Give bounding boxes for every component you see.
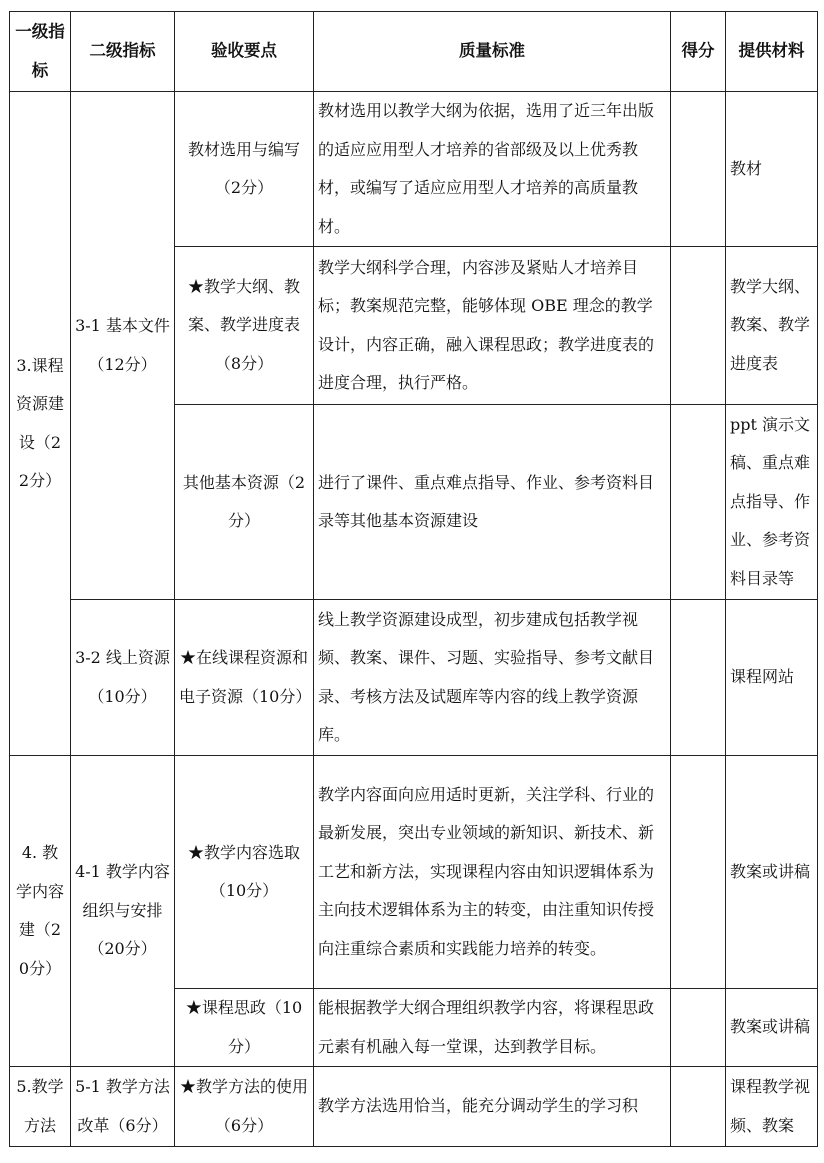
point-cell: ★教学大纲、教案、教学进度表（8分） bbox=[175, 247, 314, 405]
material-cell: 课程教学视频、教案 bbox=[726, 1067, 818, 1147]
level2-cell: 3-1 基本文件（12分） bbox=[71, 92, 175, 600]
material-cell: 教学大纲、教案、教学进度表 bbox=[726, 247, 818, 405]
header-material: 提供材料 bbox=[726, 12, 818, 92]
header-level1: 一级指标 bbox=[10, 12, 71, 92]
standard-cell: 能根据教学大纲合理组织教学内容，将课程思政元素有机融入每一堂课，达到教学目标。 bbox=[314, 989, 671, 1067]
acceptance-table bbox=[9, 11, 818, 1147]
standard-cell: 线上教学资源建设成型，初步建成包括教学视频、教案、课件、习题、实验指导、参考文献目录、考核方法及试题库等内容的线上教学资源库。 bbox=[314, 600, 671, 756]
table-row bbox=[10, 756, 818, 989]
score-cell bbox=[671, 92, 726, 247]
header-score: 得分 bbox=[671, 12, 726, 92]
score-cell bbox=[671, 756, 726, 989]
score-cell bbox=[671, 247, 726, 405]
material-cell: 教案或讲稿 bbox=[726, 989, 818, 1067]
standard-cell: 教学大纲科学合理，内容涉及紧贴人才培养目标；教案规范完整，能够体现 OBE 理念的教学设计，内容正确，融入课程思政；教学进度表的进度合理，执行严格。 bbox=[314, 247, 671, 405]
standard-cell: 进行了课件、重点难点指导、作业、参考资料目录等其他基本资源建设 bbox=[314, 405, 671, 600]
point-cell: ★教学内容选取（10分） bbox=[175, 756, 314, 989]
point-cell: ★在线课程资源和电子资源（10分） bbox=[175, 600, 314, 756]
score-cell bbox=[671, 1067, 726, 1147]
material-cell: 教案或讲稿 bbox=[726, 756, 818, 989]
level1-cell: 4. 教学内容建（20分） bbox=[10, 756, 71, 1067]
material-cell: 课程网站 bbox=[726, 600, 818, 756]
point-cell: 教材选用与编写（2分） bbox=[175, 92, 314, 247]
table-header-row bbox=[10, 12, 818, 92]
header-point: 验收要点 bbox=[175, 12, 314, 92]
standard-cell: 教学内容面向应用适时更新，关注学科、行业的最新发展，突出专业领域的新知识、新技术、新工艺和新方法，实现课程内容由知识逻辑体系为主向技术逻辑体系为主的转变，由注重知识传授向注重综合素质和实践能力培养的转变。 bbox=[314, 756, 671, 989]
table-row bbox=[10, 600, 818, 756]
material-cell: ppt 演示文稿、重点难点指导、作业、参考资料目录等 bbox=[726, 405, 818, 600]
level1-cell: 5.教学方法 bbox=[10, 1067, 71, 1147]
material-cell: 教材 bbox=[726, 92, 818, 247]
score-cell bbox=[671, 600, 726, 756]
point-cell: ★课程思政（10分） bbox=[175, 989, 314, 1067]
table-row bbox=[10, 92, 818, 247]
level2-cell: 3-2 线上资源（10分） bbox=[71, 600, 175, 756]
standard-cell: 教学方法选用恰当，能充分调动学生的学习积 bbox=[314, 1067, 671, 1147]
header-level2: 二级指标 bbox=[71, 12, 175, 92]
level2-cell: 5-1 教学方法改革（6分） bbox=[71, 1067, 175, 1147]
score-cell bbox=[671, 405, 726, 600]
score-cell bbox=[671, 989, 726, 1067]
table-row bbox=[10, 1067, 818, 1147]
header-standard: 质量标准 bbox=[314, 12, 671, 92]
level2-cell: 4-1 教学内容组织与安排（20分） bbox=[71, 756, 175, 1067]
standard-cell: 教材选用以教学大纲为依据，选用了近三年出版的适应应用型人才培养的省部级及以上优秀教材，或编写了适应应用型人才培养的高质量教材。 bbox=[314, 92, 671, 247]
level1-cell: 3.课程资源建设（22分） bbox=[10, 92, 71, 756]
point-cell: ★教学方法的使用（6分） bbox=[175, 1067, 314, 1147]
point-cell: 其他基本资源（2分） bbox=[175, 405, 314, 600]
